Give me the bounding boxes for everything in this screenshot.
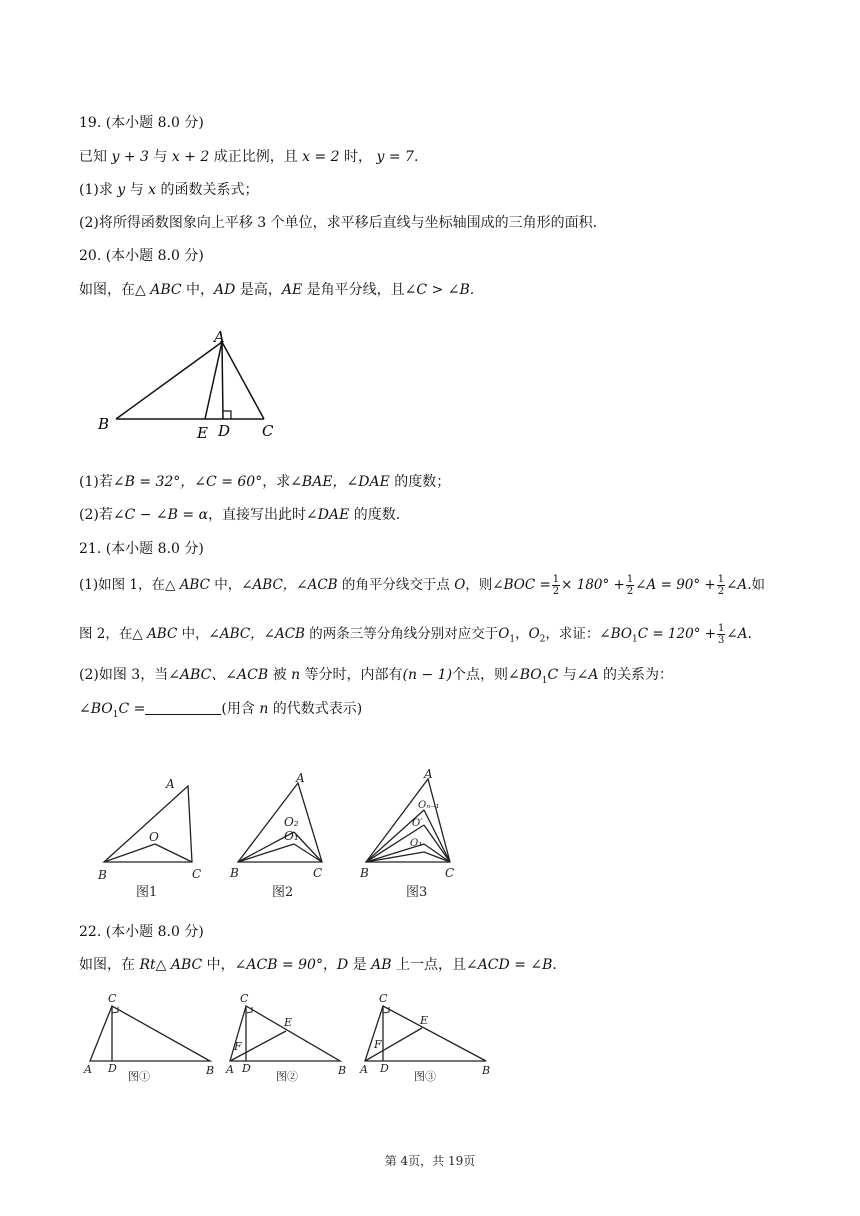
svg-text:O₁: O₁: [284, 829, 299, 843]
q19-part1: (1)求 y 与 x 的函数关系式；: [79, 182, 259, 198]
svg-text:B: B: [230, 866, 239, 880]
svg-text:B: B: [206, 1064, 215, 1077]
fig3-caption: 图③: [414, 1070, 436, 1083]
fig2-caption: 图②: [276, 1070, 298, 1083]
q22-figures: [80, 988, 500, 1088]
svg-text:B: B: [338, 1064, 347, 1077]
q22-stem: 如图，在 Rt△ ABC 中，∠ACB = 90°，D 是 AB 上一点，且∠ACD = ∠B.: [79, 957, 557, 973]
svg-text:C: C: [313, 866, 323, 880]
q20-triangle-figure: [90, 322, 290, 444]
q22-header: 22. (本小题 8.0 分): [79, 924, 204, 940]
svg-text:C: C: [192, 867, 202, 881]
q20-part1: (1)若∠B = 32°，∠C = 60°，求∠BAE，∠DAE 的度数；: [79, 474, 451, 490]
q19-header: 19. (本小题 8.0 分): [79, 115, 204, 131]
q21-header: 21. (本小题 8.0 分): [79, 541, 204, 557]
fraction-half: $\frac{1}{2}$: [717, 574, 725, 597]
fraction-third: $\frac{1}{3}$: [718, 623, 725, 646]
svg-text:C: C: [445, 866, 455, 880]
svg-text:D: D: [108, 1062, 117, 1075]
q21-line3: (2)如图 3，当∠ABC、∠ACB 被 n 等分时，内部有(n − 1)个点，则$\angle BO_1C$ 与∠A 的关系为：: [79, 667, 673, 686]
svg-text:O₂: O₂: [284, 815, 299, 829]
page-footer: 第 4页，共 19页: [384, 1154, 476, 1168]
q21-line1: (1)如图 1，在△ ABC 中，∠ABC，∠ACB 的角平分线交于点 O，则∠BOC = $\frac{1}{2}$ × 180° + $\frac{1}{2}$ ∠A = 90° + $\frac{1}{2}$ ∠A.如: [79, 574, 765, 597]
svg-text:A: A: [84, 1063, 92, 1076]
svg-text:D: D: [380, 1062, 389, 1075]
q20-header: 20. (本小题 8.0 分): [79, 248, 204, 264]
q20-part2: (2)若∠C − ∠B = α，直接写出此时∠DAE 的度数.: [79, 507, 401, 523]
svg-text:F: F: [374, 1038, 382, 1051]
svg-text:O₁: O₁: [410, 838, 423, 849]
fig1-caption: 图1: [136, 885, 158, 900]
label-E: E: [197, 424, 208, 442]
svg-text:E: E: [284, 1016, 293, 1029]
svg-text:A: A: [296, 771, 305, 785]
answer-blank[interactable]: [145, 700, 221, 715]
svg-text:A: A: [360, 1063, 368, 1076]
svg-text:C: C: [379, 992, 388, 1005]
q19-stem: 已知 y + 3 与 x + 2 成正比例，且 x = 2 时， y = 7.: [79, 149, 419, 165]
svg-text:A: A: [226, 1063, 234, 1076]
svg-text:F: F: [234, 1040, 242, 1053]
svg-text:B: B: [98, 868, 107, 882]
fig3-caption: 图3: [406, 885, 428, 900]
svg-text:B: B: [482, 1064, 491, 1077]
label-B: B: [98, 415, 110, 433]
svg-text:E: E: [420, 1014, 429, 1027]
label-C: C: [262, 422, 274, 440]
fraction-half: $\frac{1}{2}$: [552, 574, 560, 597]
q20-stem: 如图，在△ ABC 中，AD 是高，AE 是角平分线，且∠C > ∠B.: [79, 282, 475, 298]
svg-text:Oₙ₋₁: Oₙ₋₁: [418, 800, 440, 811]
q19-part2: (2)将所得函数图象向上平移 3 个单位，求平移后直线与坐标轴围成的三角形的面积.: [79, 215, 598, 231]
q21-figures: [88, 760, 488, 904]
label-D: D: [218, 422, 231, 440]
svg-text:A: A: [424, 767, 433, 781]
fig2-caption: 图2: [272, 885, 294, 900]
svg-text:O′: O′: [412, 818, 423, 829]
svg-text:D: D: [242, 1062, 251, 1075]
q21-line2: 图 2，在△ ABC 中，∠ABC，∠ACB 的两条三等分角线分别对应交于$O_1$，$O_2$，求证：$\angle BO_1C = 120^\circ$ + $\frac{1}{3}$ ∠A.: [79, 623, 752, 646]
fig1-caption: 图①: [128, 1070, 150, 1083]
svg-text:B: B: [360, 866, 369, 880]
svg-text:O: O: [149, 830, 159, 844]
label-A: A: [214, 328, 225, 346]
q21-line4: $\angle BO_1C$ = (用含 n 的代数式表示): [79, 701, 363, 720]
fraction-half: $\frac{1}{2}$: [626, 574, 634, 597]
svg-text:C: C: [108, 992, 117, 1005]
svg-text:A: A: [166, 777, 175, 791]
svg-text:C: C: [240, 992, 249, 1005]
